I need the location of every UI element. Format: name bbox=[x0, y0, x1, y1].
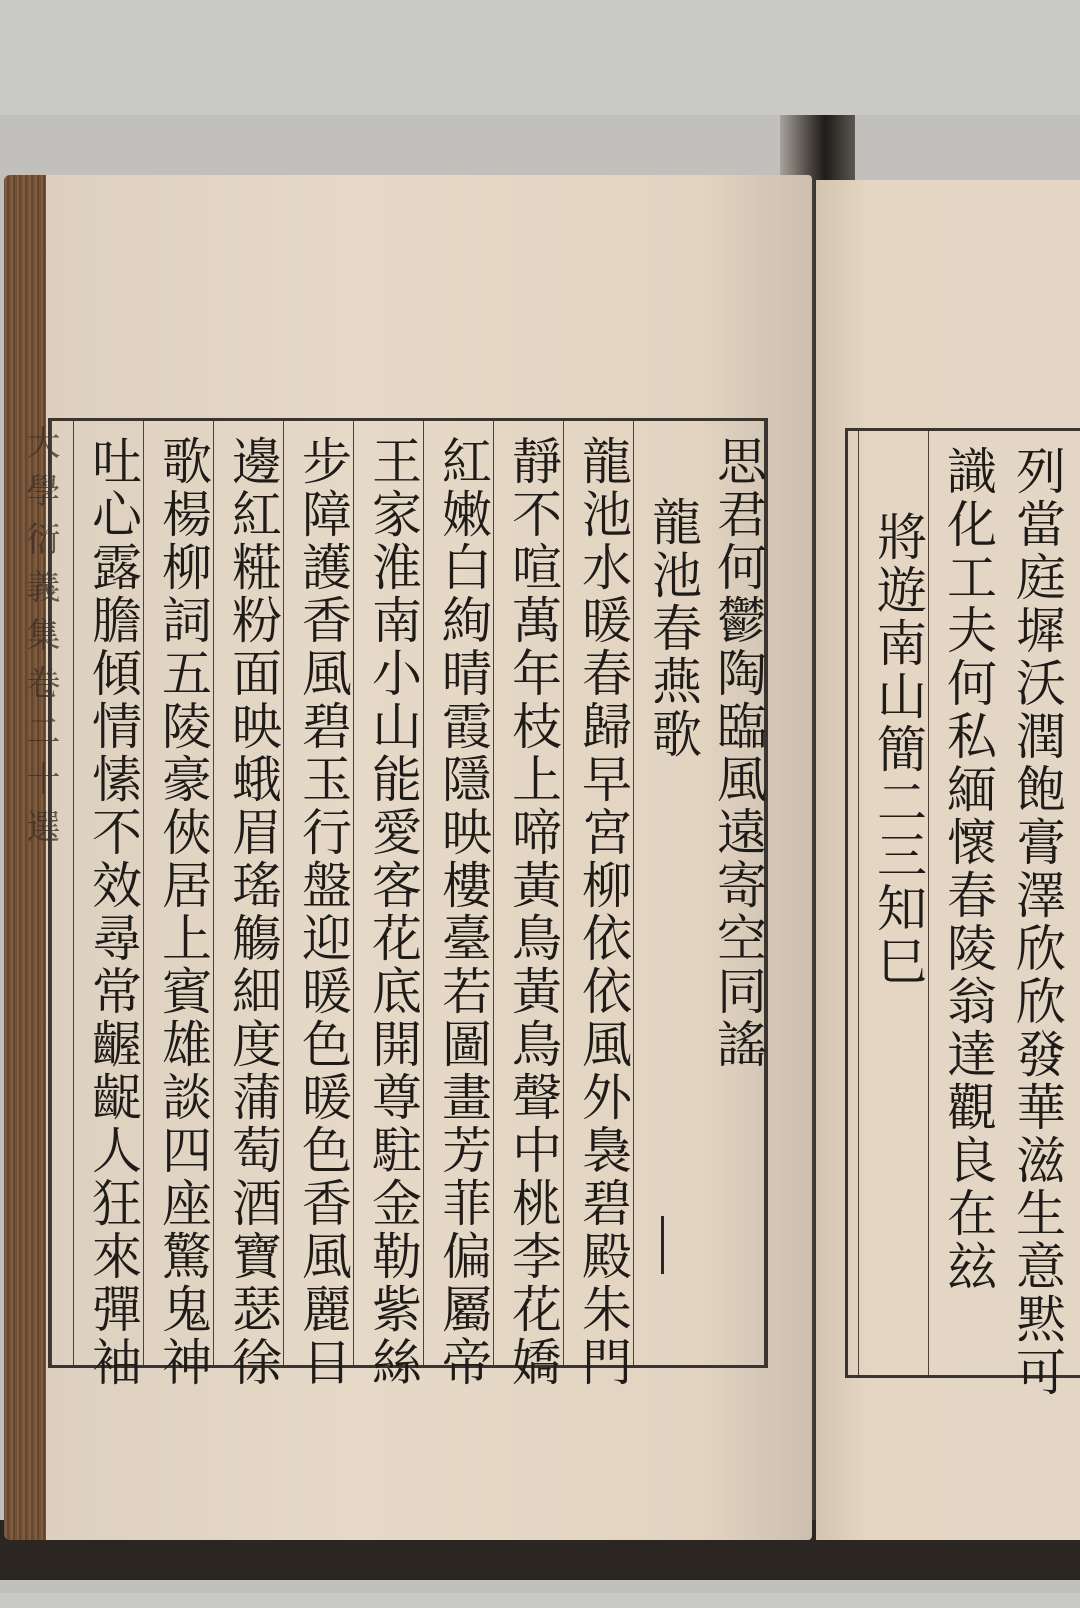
margin-title-text: 大學衍義集卷二十 bbox=[20, 425, 60, 809]
text-column bbox=[283, 421, 354, 1389]
text-column bbox=[73, 421, 144, 1389]
text-column bbox=[858, 431, 929, 1375]
column-text: 思君何鬱陶臨風遠寄空同謠 bbox=[709, 435, 767, 1071]
column-text: 龍池春燕歌 bbox=[644, 496, 702, 761]
column-text: 歌楊柳詞五陵豪俠居上賓雄談四座驚鬼神 bbox=[154, 435, 212, 1389]
text-column bbox=[493, 421, 564, 1389]
margin-title-suffix: 選 bbox=[20, 809, 60, 857]
column-text: 將遊南山簡二三知巳 bbox=[869, 511, 927, 988]
text-column bbox=[633, 421, 704, 1365]
text-column bbox=[423, 421, 494, 1389]
left-text-frame bbox=[48, 418, 768, 1389]
fold-mark bbox=[661, 1216, 664, 1274]
column-text: 紅嫩白絢晴霞隱映樓臺若圖畫芳菲偏屬帝 bbox=[434, 435, 492, 1389]
page-edges bbox=[4, 175, 48, 1540]
text-column-margin bbox=[51, 421, 74, 1365]
text-column bbox=[563, 421, 634, 1389]
text-column bbox=[213, 421, 284, 1389]
column-text: 步障護香風碧玉行盤迎暖色暖色香風麗日 bbox=[294, 435, 352, 1389]
text-column bbox=[353, 421, 424, 1389]
column-text: 王家淮南小山能愛客花底開尊駐金勒紫絲 bbox=[364, 435, 422, 1389]
column-text: 龍池水暖春歸早宮柳依依風外裊碧殿朱門 bbox=[574, 435, 632, 1389]
text-column bbox=[928, 431, 999, 1375]
column-text: 吐心露膽傾情愫不效尋常齷齪人狂來彈袖 bbox=[84, 435, 142, 1389]
text-column bbox=[703, 421, 765, 1365]
column-text: 邊紅糚粉面映蛾眉瑤觴細度蒲萄酒寶瑟徐 bbox=[224, 435, 282, 1389]
text-column bbox=[143, 421, 214, 1389]
text-column bbox=[998, 431, 1068, 1399]
column-text: 列當庭墀沃潤飽膏澤欣欣發華滋生意黙可 bbox=[1008, 445, 1066, 1399]
column-text: 靜不喧萬年枝上啼黃鳥黃鳥聲中桃李花嬌 bbox=[504, 435, 562, 1389]
right-text-frame bbox=[845, 428, 1080, 1399]
column-text: 識化工夫何私緬懷春陵翁達觀良在玆 bbox=[939, 445, 997, 1293]
